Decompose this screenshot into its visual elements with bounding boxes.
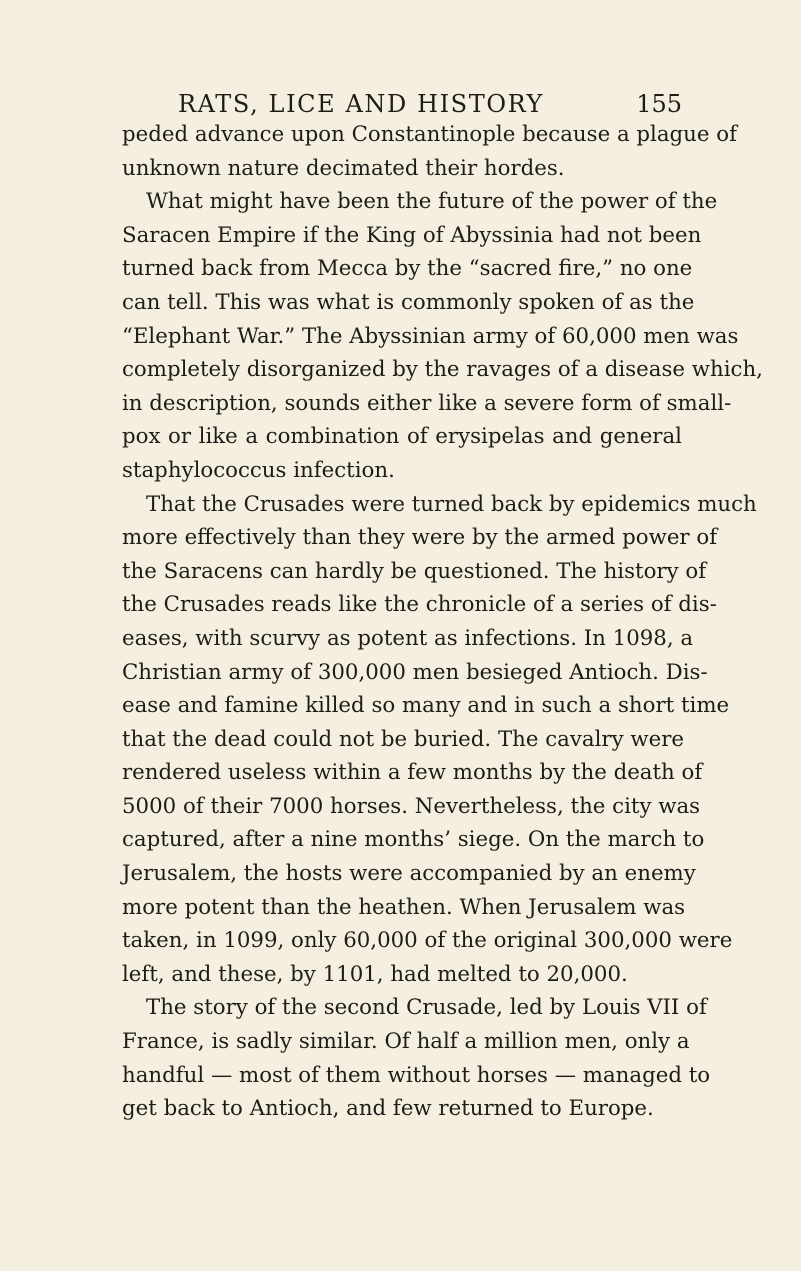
page-number: 155 [636,90,682,118]
text-line: that the dead could not be buried. The cavalry were [122,726,685,752]
text-line: peded advance upon Constantinople because a plague of [122,122,737,147]
page-header [122,86,682,122]
text-line: unknown nature decimated their hordes. [122,155,565,181]
text-line: completely disorganized by the ravages of a disease which, [122,357,763,383]
text-line: That the Crusades were turned back by epidemics much [146,491,757,517]
text-line: turned back from Mecca by the “sacred fire,” no one [122,256,693,282]
text-line: “Elephant War.” The Abyssinian army of 60,000 men was [122,323,739,349]
text-line: What might have been the future of the power of the [146,189,718,215]
text-line: can tell. This was what is commonly spoken of as the [122,289,695,315]
text-line: 5000 of their 7000 horses. Nevertheless, the city was [122,793,701,819]
text-line: pox or like a combination of erysipelas and general [122,424,682,450]
text-line: staphylococcus infection. [122,457,395,483]
text-line: the Crusades reads like the chronicle of a series of dis- [122,592,717,618]
text-line: Christian army of 300,000 men besieged Antioch. Dis- [122,659,708,685]
text-line: more potent than the heathen. When Jerusalem was [122,894,686,920]
text-line: ease and famine killed so many and in such a short time [122,693,730,719]
text-line: rendered useless within a few months by the death of [122,760,703,786]
text-line: taken, in 1099, only 60,000 of the original 300,000 were [122,928,733,954]
text-line: in description, sounds either like a severe form of small- [122,390,732,416]
text-line: left, and these, by 1101, had melted to 20,000. [122,961,628,987]
text-line: France, is sadly similar. Of half a million men, only a [122,1029,690,1055]
body-text [122,118,763,1126]
text-line: the Saracens can hardly be questioned. The history of [122,558,707,584]
running-head: RATS, LICE AND HISTORY [178,90,544,118]
text-line: Jerusalem, the hosts were accompanied by an enemy [122,861,696,887]
text-line: get back to Antioch, and few returned to Europe. [122,1096,654,1122]
text-line: The story of the second Crusade, led by Louis VII of [146,995,707,1021]
text-line: eases, with scurvy as potent as infections. In 1098, a [122,625,694,651]
text-line: Saracen Empire if the King of Abyssinia had not been [122,222,702,248]
text-line: handful — most of them without horses — managed to [122,1062,711,1088]
text-line: captured, after a nine months’ siege. On the march to [122,827,705,853]
text-line: more effectively than they were by the armed power of [122,525,718,551]
